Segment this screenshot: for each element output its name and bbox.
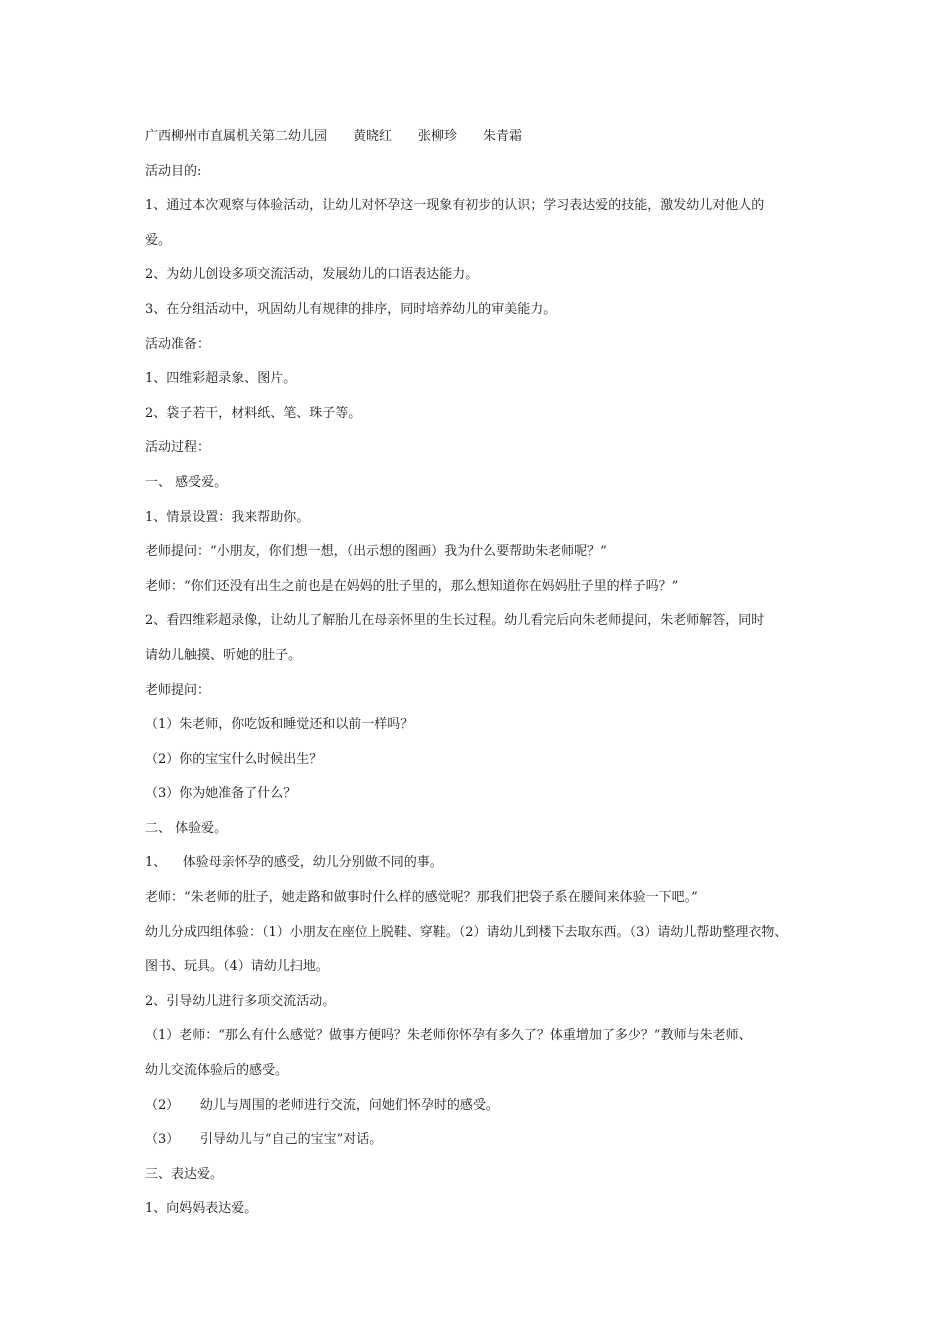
paragraph-line: 幼儿分成四组体验：（1）小朋友在座位上脱鞋、穿鞋。（2）请幼儿到楼下去取东西。（3）请幼儿帮助整理衣物、 [145,924,788,940]
subsection-heading: 二、 体验爱。 [145,820,228,836]
subsection-heading: 一、 感受爱。 [145,474,228,490]
paragraph-line: 老师：“朱老师的肚子，她走路和做事时什么样的感觉呢？那我们把袋子系在腰间来体验一下吧。” [145,890,698,906]
paragraph-line: 2、袋子若干，材料纸、笔、珠子等。 [145,405,362,421]
paragraph-line: 2、看四维彩超录像，让幼儿了解胎儿在母亲怀里的生长过程。幼儿看完后向朱老师提问，朱老师解答，同时 [145,613,765,629]
paragraph-line: 图书、玩具。（4）请幼儿扫地。 [145,959,329,975]
author-name: 黄晓红 [353,129,393,144]
document-page [145,120,825,1227]
paragraph-line: 2、引导幼儿进行多项交流活动。 [145,993,336,1009]
paragraph-line: 爱。 [145,232,172,248]
paragraph-line: 老师提问：“小朋友，你们想一想，（出示想的图画）我为什么要帮助朱老师呢？” [145,544,607,560]
paragraph-line: 3、在分组活动中，巩固幼儿有规律的排序，同时培养幼儿的审美能力。 [145,301,557,317]
section-heading-preparation: 活动准备： [145,336,211,352]
section-heading-goals: 活动目的: [145,163,202,179]
section-heading-process: 活动过程： [145,440,211,456]
paragraph-line: 1、通过本次观察与体验活动，让幼儿对怀孕这一现象有初步的认识；学习表达爱的技能，激发幼儿对他人的 [145,198,765,214]
list-item: （2） 幼儿与周围的老师进行交流，问她们怀孕时的感受。 [145,1097,499,1113]
paragraph-line: 1、四维彩超录象、图片。 [145,371,297,387]
paragraph-line: 1、情景设置：我来帮助你。 [145,509,310,525]
list-item: （1）朱老师，你吃饭和睡觉还和以前一样吗？ [145,717,414,733]
paragraph-line: 请幼儿触摸、听她的肚子。 [145,647,302,663]
paragraph-line: （1）老师：“那么有什么感觉？做事方便吗？朱老师你怀孕有多久了？体重增加了多少？”教师与朱老师、 [145,1028,752,1044]
subsection-heading: 三、表达爱。 [145,1166,224,1182]
paragraph-line: 1、 体验母亲怀孕的感受，幼儿分别做不同的事。 [145,855,443,871]
school-name: 广西柳州市直属机关第二幼儿园 [145,129,328,144]
paragraph-line: 老师：“你们还没有出生之前也是在妈妈的肚子里的，那么想知道你在妈妈肚子里的样子吗？” [145,578,679,594]
paragraph-line: 老师提问： [145,682,211,698]
paragraph-line: 幼儿交流体验后的感受。 [145,1063,289,1079]
author-name: 朱青霜 [483,129,523,144]
list-item: （3）你为她准备了什么？ [145,786,297,802]
paragraph-line: 1、向妈妈表达爱。 [145,1201,258,1217]
paragraph-line: 2、为幼儿创设多项交流活动，发展幼儿的口语表达能力。 [145,267,479,283]
list-item: （3） 引导幼儿与“自己的宝宝”对话。 [145,1132,383,1148]
header-line [145,120,825,155]
author-name: 张柳珍 [418,129,458,144]
list-item: （2）你的宝宝什么时候出生？ [145,751,323,767]
